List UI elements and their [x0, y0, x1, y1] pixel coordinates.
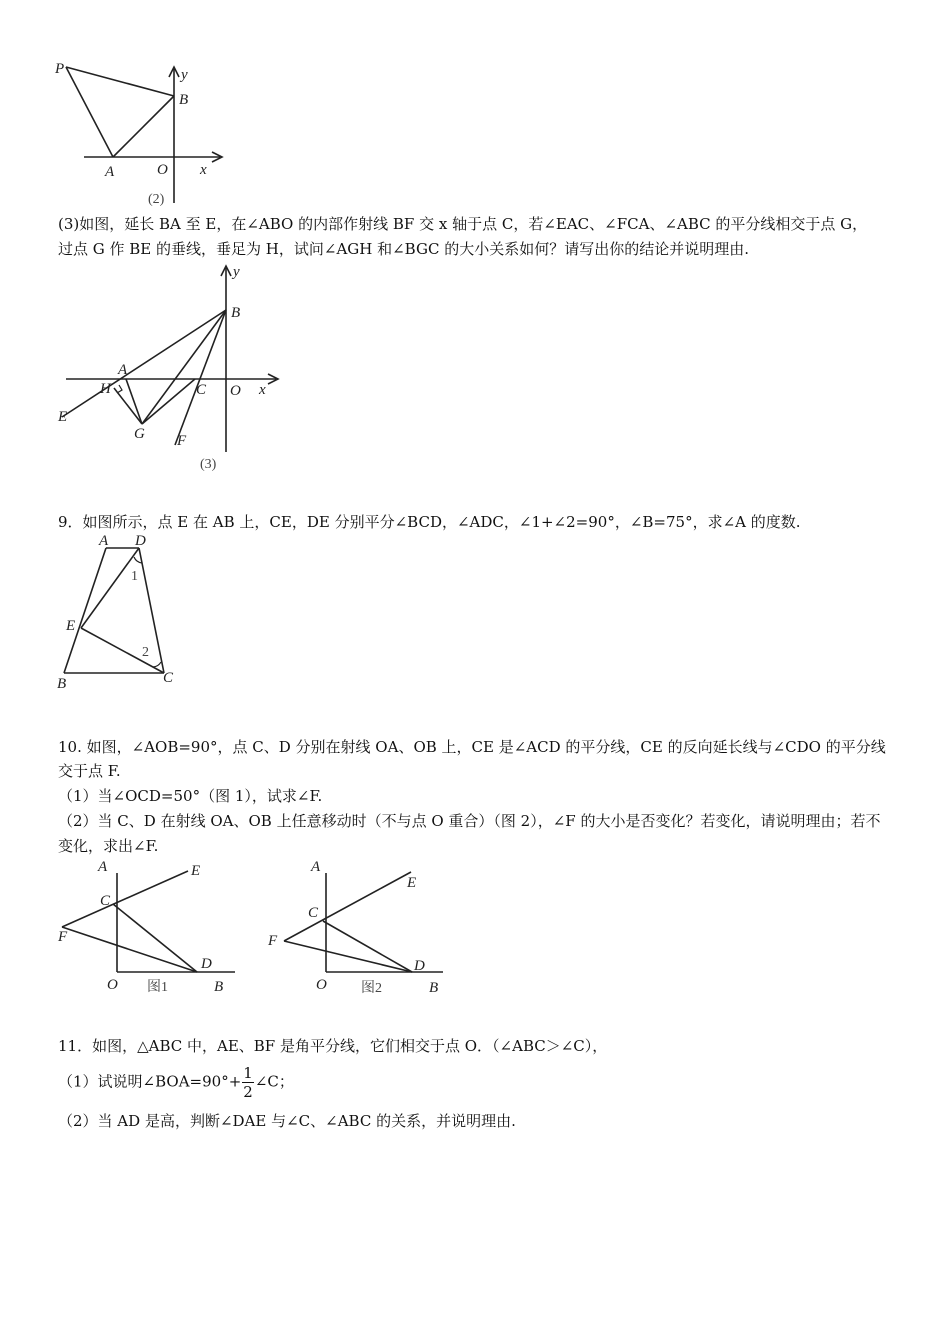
label-a: A — [105, 164, 115, 180]
line-bf — [175, 310, 226, 445]
label-d: D — [414, 958, 425, 974]
label-o: O — [107, 977, 118, 993]
label-d: D — [135, 533, 146, 549]
label-a: A — [99, 533, 109, 549]
label-d: D — [201, 956, 212, 972]
label-b: B — [57, 676, 67, 692]
segment-de — [81, 548, 139, 628]
figure-3 — [50, 262, 290, 477]
label-p: P — [55, 61, 65, 77]
q9-text: 9．如图所示，点 E 在 AB 上，CE，DE 分别平分∠BCD，∠ADC，∠1+∠2=90°，∠B=75°，求∠A 的度数. — [58, 513, 801, 531]
segment-ec — [81, 628, 164, 673]
segment-cd — [323, 921, 412, 972]
fraction-denominator: 2 — [243, 1083, 253, 1101]
line-fe — [284, 872, 411, 941]
label-c: C — [163, 670, 174, 686]
segment-cd — [113, 904, 197, 972]
q11-line2-suffix: ∠C； — [254, 1072, 294, 1091]
label-a: A — [98, 859, 108, 875]
label-c: C — [100, 893, 111, 909]
label-o: O — [157, 162, 168, 178]
q11-line2-prefix: （1）试说明∠BOA=90°+ — [58, 1072, 242, 1091]
label-e: E — [66, 618, 76, 634]
q11-line1: 11．如图，△ABC 中，AE、BF 是角平分线，它们相交于点 O．（∠ABC＞∠C）， — [58, 1037, 608, 1055]
label-a: A — [311, 859, 321, 875]
label-f: F — [177, 433, 187, 449]
line-ag — [126, 379, 142, 424]
label-y: y — [233, 264, 240, 280]
label-c: C — [196, 382, 207, 398]
line-cg — [142, 379, 195, 424]
q10-line1: 10. 如图，∠AOB=90°，点 C、D 分别在射线 OA、OB 上，CE 是∠ACD 的平分线，CE 的反向延长线与∠CDO 的平分线 — [58, 738, 886, 756]
q10-line5: 变化，求出∠F. — [58, 837, 159, 855]
q10-line2: 交于点 F. — [58, 762, 121, 780]
label-e: E — [58, 409, 68, 425]
label-b: B — [429, 980, 439, 996]
figure-caption: 图1 — [147, 980, 168, 995]
segment-ab — [113, 96, 174, 157]
segment-fd — [284, 941, 412, 972]
figure-2 — [50, 55, 240, 215]
label-x: x — [200, 162, 207, 178]
label-h: H — [100, 381, 111, 397]
segment-fd — [62, 927, 197, 972]
figure-caption: (3) — [200, 457, 217, 472]
q11-line3: （2）当 AD 是高，判断∠DAE 与∠C、∠ABC 的关系，并说明理由. — [58, 1112, 516, 1130]
figure-caption: (2) — [148, 192, 165, 207]
figure-10-2 — [260, 855, 460, 1000]
label-f: F — [58, 929, 68, 945]
label-angle-2: 2 — [142, 645, 149, 660]
figure-caption: 图2 — [361, 981, 382, 996]
label-f: F — [268, 933, 278, 949]
label-c: C — [308, 905, 319, 921]
figure-9 — [50, 528, 190, 693]
label-o: O — [230, 383, 241, 399]
label-y: y — [181, 67, 188, 83]
label-e: E — [407, 875, 417, 891]
q8-part3-line2: 过点 G 作 BE 的垂线，垂足为 H，试问∠AGH 和∠BGC 的大小关系如何？请写出你的结论并说明理由. — [58, 240, 749, 258]
label-x: x — [259, 382, 266, 398]
label-b: B — [231, 305, 241, 321]
line-gh — [114, 388, 142, 424]
segment-pb — [66, 67, 174, 96]
line-be — [62, 310, 226, 417]
segment-ba — [64, 548, 106, 673]
q10-line3: （1）当∠OCD=50°（图 1），试求∠F. — [58, 787, 323, 805]
fraction-one-half — [242, 1064, 254, 1101]
line-fe — [62, 871, 188, 927]
q10-line4: （2）当 C、D 在射线 OA、OB 上任意移动时（不与点 O 重合）（图 2），∠F 的大小是否变化？若变化，请说明理由；若不 — [58, 812, 881, 830]
line-bg — [142, 310, 226, 424]
label-angle-1: 1 — [131, 569, 138, 584]
label-b: B — [214, 979, 224, 995]
label-o: O — [316, 977, 327, 993]
q11-line2 — [58, 1064, 898, 1101]
segment-pa — [66, 67, 113, 157]
label-e: E — [191, 863, 201, 879]
label-b: B — [179, 92, 189, 108]
figure-10-1 — [50, 855, 250, 1000]
fraction-numerator: 1 — [243, 1064, 253, 1082]
angle-2-arc — [153, 662, 161, 667]
q8-part3-line1: (3)如图，延长 BA 至 E，在∠ABO 的内部作射线 BF 交 x 轴于点 C，若∠EAC、∠FCA、∠ABC 的平分线相交于点 G， — [58, 215, 868, 233]
label-g: G — [134, 426, 145, 442]
label-a: A — [118, 362, 128, 378]
